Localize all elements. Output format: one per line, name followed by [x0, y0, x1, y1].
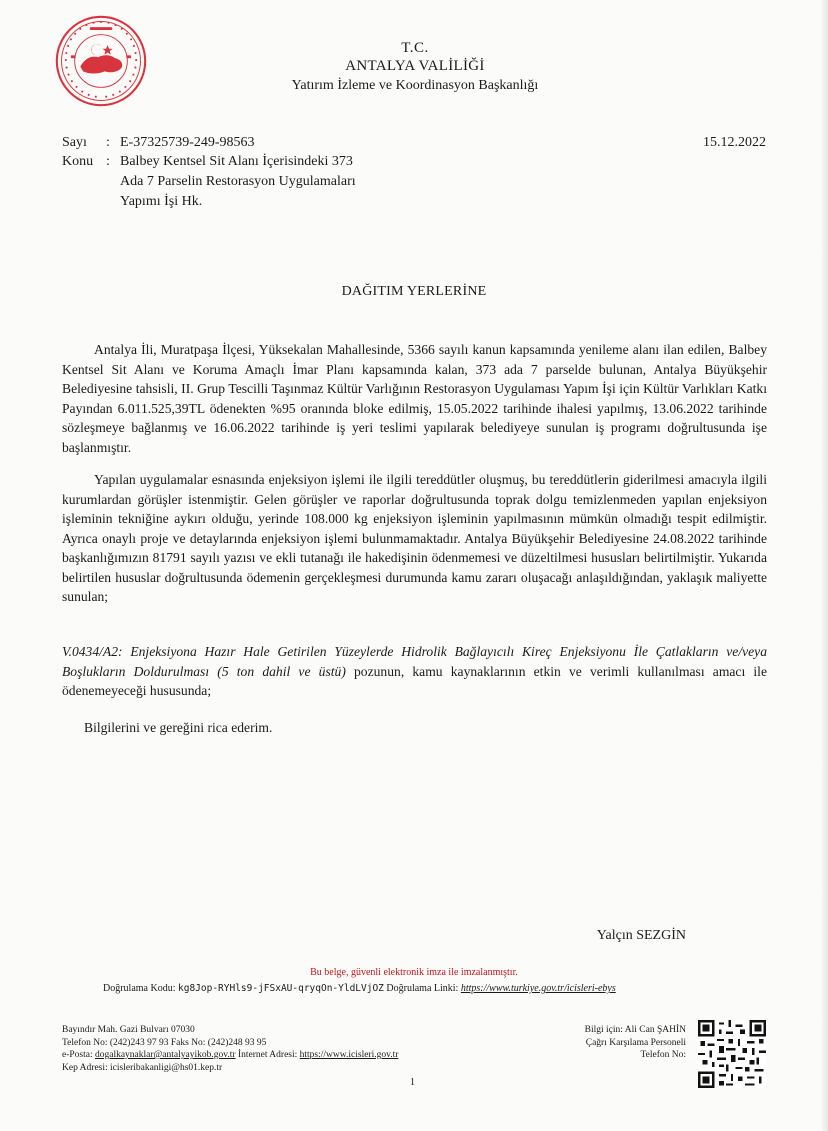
- footer-phone: Telefon No: (242)243 97 93 Faks No: (242)248 93 95: [62, 1037, 267, 1048]
- info-role: Çağrı Karşılama Personeli: [585, 1037, 686, 1048]
- header-tc: T.C.: [401, 40, 429, 56]
- info-phone: Telefon No:: [640, 1050, 686, 1060]
- esign-note: Bu belge, güvenli elektronik imza ile imzalanmıştır.: [310, 967, 518, 978]
- footer-kep: Kep Adresi: icisleribakanligi@hs01.kep.tr: [62, 1062, 223, 1073]
- verification-code: kg8Jop-RYHls9-jFSxAU-qryqOn-YldLVjOZ: [178, 983, 384, 994]
- body-paragraph-2: Yapılan uygulamalar esnasında enjeksiyon işlemi ile ilgili tereddütler oluşmuş, bu tereddütlerin giderilmesi amacıyla ilgili kurumlardan görüşler istenmiştir. Gelen görüşler ve raporlar doğrultusunda toprak dolgu temizlenmeden yapılan enjeksiyon işleminin tekniğine aykırı olduğu, yerinde 108.000 kg enjeksiyon işleminin yapılmasının mümkün olmadığı tespit edilmiştir. Ayrıca onaylı proje ve detaylarında enjeksiyon işlemi bulunmamaktadır. Antalya Büyükşehir Belediyesine 24.08.2022 tarihinde başkanlığımızın 81791 sayılı yazısı ve ekli tutanağı ile hakedişinin ödenmemesi ve düzeltilmesi hususları belirtilmiştir. Yukarıda belirtilen hususlar doğrultusunda ödemenin gerçekleşmesi durumunda kamu zararı oluşacağı anlaşıldığından, yaklaşık maliyette sunulan;: [62, 472, 767, 604]
- page-edge-shadow: [820, 0, 828, 1131]
- body-paragraph-3: V.0434/A2: Enjeksiyona Hazır Hale Getirilen Yüzeylerde Hidrolik Bağlayıcılı Kireç Enjeksiyonu İle Çatlakların ve/veya Boşlukların Doldurulması (5 ton dahil ve üstü) pozunun, kamu kaynaklarının etkin ve verimli kullanılması amacı ile ödenemeyeceği hususunda;: [62, 644, 767, 698]
- footer-contact: [62, 1024, 398, 1074]
- konu-line: Balbey Kentsel Sit Alanı İçerisindeki 373: [120, 154, 353, 169]
- verification-link[interactable]: https://www.turkiye.gov.tr/icisleri-ebys: [460, 983, 616, 994]
- verification-line: [103, 983, 616, 994]
- footer-web-link[interactable]: https://www.icisleri.gov.tr: [299, 1050, 399, 1060]
- konu-label: Konu: [62, 154, 94, 169]
- header-governorship: ANTALYA VALİLİĞİ: [345, 58, 485, 74]
- body-paragraph-1: Antalya İli, Muratpaşa İlçesi, Yüksekalan Mahallesinde, 5366 sayılı kanun kapsamında yenileme alanı ilan edilen, Balbey Kentsel Sit Alanı ve Koruma Amaçlı İmar Planı kapsamında kalan, 373 ada 7 parselde bulunan, Antalya Büyükşehir Belediyesine tahsisli, II. Grup Tescilli Taşınmaz Kültür Varlığının Restorasyon Uygulaması Yapım İşi için Kültür Varlıkları Katkı Payından 6.011.525,39TL ödenekten %95 oranında bloke edilmiş, 15.05.2022 tarihinde ihalesi yapılmış, 13.06.2022 tarihinde sözleşmeye bağlanmış ve 16.06.2022 tarihinde iş yeri teslimi yapılarak belediyeye sunulan iş programı doğrultusunda işe başlanmıştır.: [62, 342, 767, 455]
- header-department: Yatırım İzleme ve Koordinasyon Başkanlığı: [291, 78, 539, 93]
- sayi-value: E-37325739-249-98563: [120, 135, 255, 150]
- info-contact: Bilgi için: Ali Can ŞAHİN: [584, 1025, 686, 1035]
- sayi-colon: :: [106, 135, 110, 150]
- qr-code-icon: [697, 1020, 767, 1088]
- footer-email-web: e-Posta: dogalkaynaklar@antalyayikob.gov.tr İnternet Adresi: https://www.icisleri.gov.tr: [62, 1050, 399, 1060]
- item-code-italic: V.0434/A2: Enjeksiyona Hazır Hale Getirilen Yüzeylerde Hidrolik Bağlayıcılı Kireç Enjeksiyonu İle Çatlakların ve/veya Boşlukların Doldurulması (5 ton dahil ve üstü): [62, 644, 767, 679]
- footer-info: [585, 1024, 686, 1062]
- page-number: 1: [410, 1077, 415, 1088]
- document-date: 15.12.2022: [703, 135, 766, 150]
- konu-colon: :: [106, 154, 110, 169]
- verification-link-label: Doğrulama Linki:: [386, 983, 459, 994]
- footer-address: Bayındır Mah. Gazi Bulvarı 07030: [62, 1025, 195, 1035]
- ministry-seal-icon: [54, 14, 148, 108]
- signer-name: Yalçın SEZGİN: [596, 928, 686, 943]
- distribution-title: DAĞITIM YERLERİNE: [341, 284, 487, 299]
- footer-email-link[interactable]: dogalkaynaklar@antalyayikob.gov.tr: [94, 1050, 236, 1060]
- verification-code-label: Doğrulama Kodu:: [103, 983, 176, 994]
- konu-line: Yapımı İşi Hk.: [120, 194, 203, 209]
- sayi-label: Sayı: [62, 135, 87, 150]
- konu-line: Ada 7 Parselin Restorasyon Uygulamaları: [120, 174, 356, 189]
- body-paragraph-4: Bilgilerini ve gereğini rica ederim.: [84, 720, 273, 735]
